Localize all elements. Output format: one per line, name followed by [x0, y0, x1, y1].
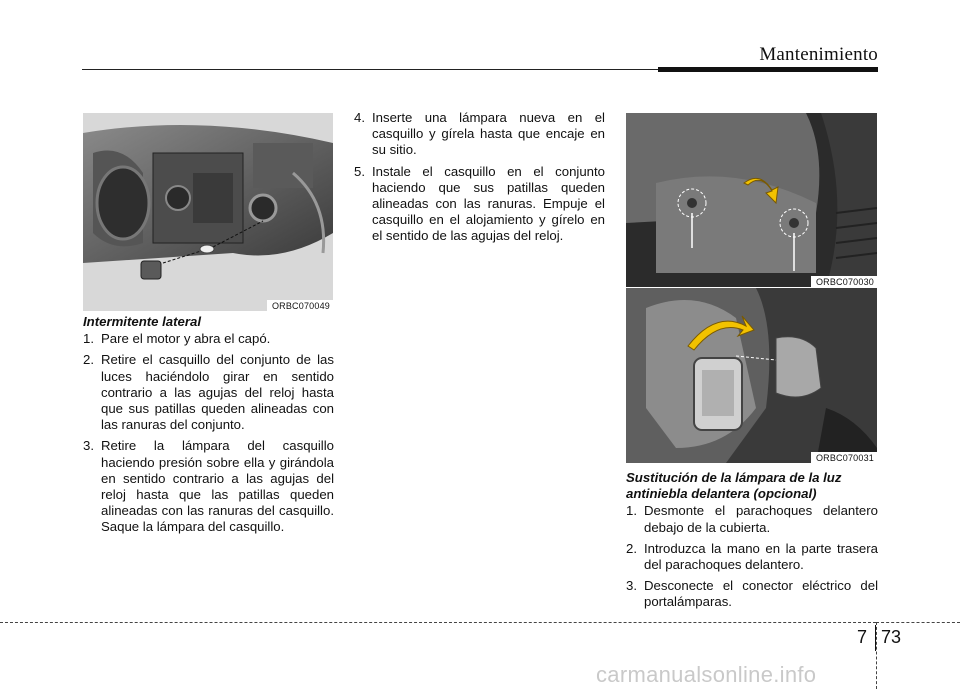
middle-column	[354, 110, 605, 250]
steps-list	[83, 331, 334, 535]
bumper-cover-photo	[626, 113, 877, 287]
page-number: 73	[881, 627, 902, 647]
bumper-illustration	[626, 113, 877, 287]
footer-rule	[0, 622, 876, 623]
figure-caption: ORBC070049	[267, 300, 333, 311]
footer-rule	[876, 622, 960, 623]
section-heading: Intermitente lateral	[83, 314, 201, 329]
header-rule-thick	[658, 67, 878, 72]
headlamp-illustration	[83, 113, 333, 311]
right-column	[626, 470, 878, 616]
list-item: 1. Desmonte el parachoques delantero debajo de la cubierta.	[626, 503, 878, 535]
steps-list	[354, 110, 605, 245]
steps-list	[626, 503, 878, 610]
fog-lamp-illustration	[626, 288, 877, 463]
figure-caption: ORBC070030	[811, 276, 877, 287]
section-heading: Sustitución de la lámpara de la luz antiniebla delantera (opcional)	[626, 470, 842, 502]
list-item: 3. Retire la lámpara del casquillo haciendo presión sobre ella y girándola en sentido contrario a las agujas del reloj hasta que las patillas queden alineadas con las ranuras del casquillo. Saque la lámpara del casquillo.	[83, 438, 334, 535]
list-item: 1. Pare el motor y abra el capó.	[83, 331, 271, 347]
figure-caption: ORBC070031	[811, 452, 877, 463]
list-item: 3. Desconecte el conector eléctrico del portalámparas.	[626, 578, 878, 610]
left-column	[83, 314, 334, 541]
list-item: 2. Introduzca la mano en la parte trasera del parachoques delantero.	[626, 540, 878, 573]
header-rule-thin	[82, 69, 658, 70]
watermark: carmanualsonline.info	[596, 662, 817, 687]
fog-lamp-socket-photo	[626, 288, 877, 463]
section-number: 7	[857, 627, 868, 647]
page-number-divider	[875, 625, 876, 651]
header-title: Mantenimiento	[759, 44, 878, 65]
headlamp-assembly-photo	[83, 113, 333, 311]
list-item: 4. Inserte una lámpara nueva en el casquillo y gírela hasta que encaje en su sitio.	[354, 110, 605, 158]
footer-divider	[876, 622, 877, 689]
list-item: 5. Instale el casquillo en el conjunto haciendo que sus patillas queden alineadas con las ranuras. Empuje el casquillo en el alojamiento y gírelo en el sentido de las agujas del reloj.	[354, 163, 605, 244]
list-item: 2. Retire el casquillo del conjunto de las luces haciéndolo girar en sentido contrario a las agujas del reloj hasta que sus patillas queden alineadas con las ranuras del conjunto.	[83, 352, 334, 433]
